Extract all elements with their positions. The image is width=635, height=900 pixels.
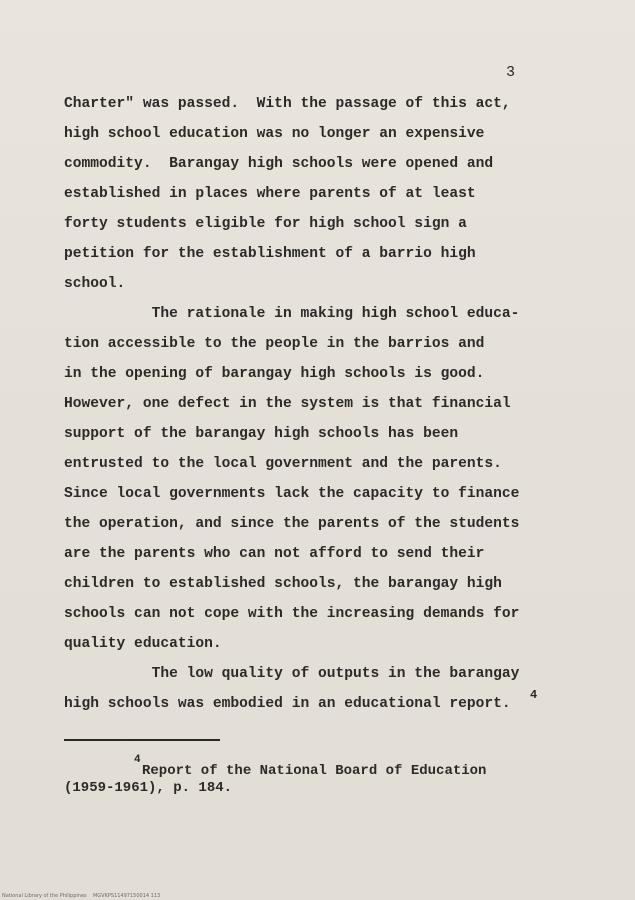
- body-line: entrusted to the local government and the parents.: [64, 456, 502, 472]
- body-line: high school education was no longer an expensive: [64, 126, 485, 142]
- body-line: the operation, and since the parents of the students: [64, 516, 520, 532]
- body-line: school.: [64, 276, 126, 292]
- body-line: However, one defect in the system is that financial: [64, 396, 511, 412]
- body-line: are the parents who can not afford to send their: [64, 546, 485, 562]
- footnote-rule: [64, 739, 220, 741]
- archive-footer: National Library of the Philippines MGVKPS11497150014 113: [2, 893, 161, 899]
- body-line: The rationale in making high school educa-: [64, 306, 520, 322]
- body-line: schools can not cope with the increasing demands for: [64, 606, 520, 622]
- body-line: Charter" was passed. With the passage of this act,: [64, 96, 511, 112]
- body-line: commodity. Barangay high schools were opened and: [64, 156, 494, 172]
- body-line: quality education.: [64, 636, 222, 652]
- footnote-number: 4: [134, 754, 141, 766]
- body-line: established in places where parents of at least: [64, 186, 476, 202]
- body-line: forty students eligible for high school sign a: [64, 216, 467, 232]
- footnote-reference: 4: [530, 688, 538, 702]
- body-line: children to established schools, the barangay high: [64, 576, 502, 592]
- page-number: 3: [506, 64, 516, 81]
- footnote-line: Report of the National Board of Education: [142, 763, 487, 779]
- body-line: tion accessible to the people in the barrios and: [64, 336, 485, 352]
- body-line: Since local governments lack the capacity to finance: [64, 486, 520, 502]
- body-line: support of the barangay high schools has been: [64, 426, 459, 442]
- body-line: The low quality of outputs in the barangay: [64, 666, 520, 682]
- body-line: high schools was embodied in an educational report.: [64, 696, 511, 712]
- body-line: petition for the establishment of a barrio high: [64, 246, 476, 262]
- body-line: in the opening of barangay high schools is good.: [64, 366, 485, 382]
- footnote-line: (1959-1961), p. 184.: [64, 780, 233, 796]
